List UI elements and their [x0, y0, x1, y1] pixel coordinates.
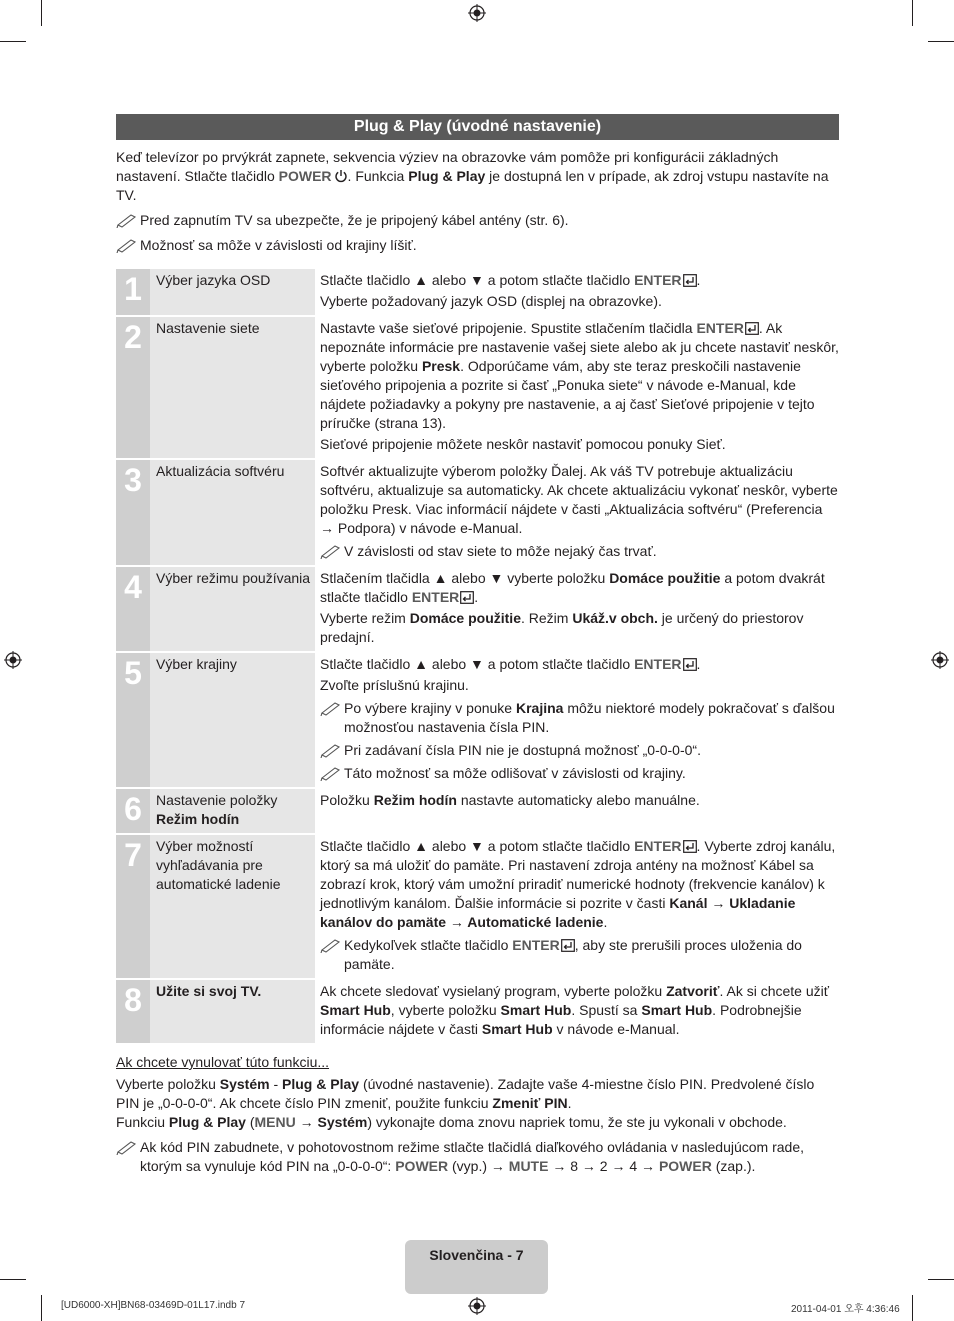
enter-icon: [561, 939, 575, 952]
step-number: 1: [116, 269, 150, 315]
note: [320, 741, 839, 760]
plug-and-play-term: Plug & Play: [408, 168, 486, 184]
step-number: 6: [116, 789, 150, 833]
step-text: a potom dvakrát stlačte tlačidlo: [320, 570, 825, 605]
step-text: Ak chcete sledovať vysielaný program, vyberte položku: [320, 983, 667, 999]
step-number: 2: [116, 317, 150, 458]
bold-term: Krajina: [515, 700, 564, 716]
enter-key: ENTER: [634, 838, 682, 854]
enter-icon: [683, 658, 697, 671]
reset-paragraph: [116, 1075, 839, 1113]
bold-term: Smart Hub: [320, 1002, 391, 1018]
note-text: (zap.).: [711, 1158, 756, 1174]
note: [116, 211, 839, 230]
step-text: .: [696, 272, 701, 288]
note-text: Pri zadávaní čísla PIN nie je dostupná možnosť „0-0-0-0“.: [344, 742, 701, 758]
table-row: [116, 317, 839, 458]
reset-text: (: [245, 1114, 255, 1130]
page-number-tab: Slovenčina - 7: [405, 1240, 548, 1294]
step-text: Stlačte tlačidlo ▲ alebo ▼ a potom stlačte tlačidlo: [320, 838, 635, 854]
bold-term: Režim hodín: [373, 792, 457, 808]
step-label: Nastavenie siete: [150, 317, 315, 458]
enter-icon: [745, 322, 759, 335]
step-text: , vyberte položku: [390, 1002, 501, 1018]
enter-icon: [683, 274, 697, 287]
step-text: . Režim: [520, 610, 573, 626]
bold-term: Domáce použitie: [409, 610, 521, 626]
reset-text: (úvodné nastavenie). Zadajte vaše 4-miestne číslo PIN. Predvolené číslo PIN je „0-0-0-0“. Ak chcete číslo PIN zmeniť, použite funkciu: [116, 1076, 815, 1111]
crop-mark: [41, 1295, 42, 1321]
power-icon: [334, 169, 348, 183]
bold-term: Systém: [317, 1114, 368, 1130]
step-label: Výber krajiny: [150, 653, 315, 787]
bold-term: Zatvoriť: [666, 983, 720, 999]
intro-text: je dostupná len v prípade, ak zdroj vstupu nastavíte na TV.: [116, 168, 829, 203]
step-text: nastavte automaticky alebo manuálne.: [456, 792, 700, 808]
step-description: [315, 653, 839, 787]
step-text: Stlačte tlačidlo ▲ alebo ▼ a potom stlačte tlačidlo: [320, 272, 635, 288]
step-text: . Spustí sa: [571, 1002, 642, 1018]
bold-term: Domáce použitie: [609, 570, 721, 586]
power-key: POWER: [658, 1158, 712, 1174]
note-text: môžu niektoré modely pokračovať s ďalšou možnosťou nastavenia čísla PIN.: [344, 700, 835, 735]
intro-paragraph: [116, 148, 839, 205]
step-text: .: [603, 914, 608, 930]
crop-mark: [912, 0, 913, 26]
registration-mark-icon: [4, 651, 22, 669]
crop-mark: [912, 1295, 913, 1321]
reset-text: Funkciu: [116, 1114, 169, 1130]
crop-mark: [41, 0, 42, 26]
setup-steps-table: [116, 267, 839, 1045]
bold-term: Kanál → Ukladanie kanálov do pamäte → Automatické ladenie: [320, 895, 796, 930]
step-text: Stlačením tlačidla ▲ alebo ▼ vyberte položku: [320, 570, 610, 586]
pencil-note-icon: [116, 237, 138, 253]
reset-text: -: [269, 1076, 283, 1092]
pencil-note-icon: [320, 742, 342, 758]
note: [320, 542, 839, 561]
table-row: [116, 980, 839, 1043]
note-text: V závislosti od stav siete to môže nejaký čas trvať.: [344, 543, 657, 559]
step-text: Softvér aktualizujte výberom položky Ďalej. Ak váš TV potrebuje aktualizáciu softvéru, aktualizuje sa automaticky. Ak chcete aktualizáciu vykonať neskôr, vyberte položku Presk. Viac informácií nájdete v časti „Aktualizácia softvéru“ (Preferencia → Podpora) v návode e-Manual.: [320, 463, 838, 536]
pencil-note-icon: [320, 937, 342, 953]
reset-text: Vyberte položku: [116, 1076, 220, 1092]
step-text: .: [474, 589, 479, 605]
step-number: 7: [116, 835, 150, 978]
bold-term: Smart Hub: [641, 1002, 713, 1018]
step-number: 8: [116, 980, 150, 1043]
step-text: Položku: [320, 792, 374, 808]
note-text: Kedykoľvek stlačte tlačidlo: [344, 937, 513, 953]
bold-term: Plug & Play: [282, 1076, 360, 1092]
reset-paragraph: [116, 1113, 839, 1132]
power-key: POWER: [278, 168, 332, 184]
step-description: [315, 317, 839, 458]
crop-mark: [928, 41, 954, 42]
table-row: [116, 789, 839, 833]
step-label: Aktualizácia softvéru: [150, 460, 315, 565]
step-label: [150, 980, 315, 1043]
step-description: [315, 567, 839, 651]
note-text: Ak kód PIN zabudnete, v pohotovostnom režime stlačte tlačidlá diaľkového ovládania v nasledujúcom rade, ktorým sa vynuluje kód PIN na „0-0-0-0“:: [140, 1139, 805, 1174]
step-text: Stlačte tlačidlo ▲ alebo ▼ a potom stlačte tlačidlo: [320, 656, 635, 672]
note: [320, 699, 839, 737]
note-text: (vyp.) →: [448, 1158, 509, 1174]
step-label-bold: Užite si svoj TV.: [156, 983, 262, 999]
step-text: Sieťové pripojenie môžete neskôr nastaviť pomocou ponuky Sieť.: [320, 436, 726, 452]
table-row: [116, 653, 839, 787]
enter-key: ENTER: [411, 589, 460, 605]
reset-text: ) vykonajte doma znovu napriek tomu, že ste ju vykonali v obchode.: [367, 1114, 787, 1130]
section-title: Plug & Play (úvodné nastavenie): [116, 114, 839, 140]
note: [320, 764, 839, 783]
registration-mark-icon: [931, 651, 949, 669]
presk-term: Presk: [421, 358, 461, 374]
note: [320, 936, 839, 974]
step-description: [315, 789, 839, 833]
table-row: [116, 567, 839, 651]
table-row: [116, 460, 839, 565]
step-description: [315, 269, 839, 315]
step-text: . Podrobnejšie informácie nájdete v časti: [320, 1002, 802, 1037]
step-description: [315, 835, 839, 978]
step-text: Vyberte požadovaný jazyk OSD (displej na obrazovke).: [320, 293, 662, 309]
step-number: 4: [116, 567, 150, 651]
enter-icon: [683, 840, 697, 853]
crop-mark: [0, 41, 26, 42]
table-row: [116, 269, 839, 315]
enter-icon: [460, 591, 474, 604]
pencil-note-icon: [116, 1139, 138, 1155]
note: [116, 1138, 839, 1176]
step-text: Nastavte vaše sieťové pripojenie. Spustite stlačením tlačidla: [320, 320, 697, 336]
mute-key: MUTE: [508, 1158, 549, 1174]
registration-mark-icon: [468, 4, 486, 22]
step-text: Zvoľte príslušnú krajinu.: [320, 677, 469, 693]
crop-mark: [928, 1279, 954, 1280]
pencil-note-icon: [320, 700, 342, 716]
bold-term: Systém: [219, 1076, 270, 1092]
step-text: v návode e-Manual.: [552, 1021, 680, 1037]
table-row: [116, 835, 839, 978]
step-text: . Vyberte zdroj kanálu, ktorý sa má uložiť do pamäte. Pri nastavení zdroja antény na možnosť Kábel sa zobrazí krok, ktorý vám umožní priradiť numerické hodnoty (frekvencie kanálov) k jednotlivým kanálom. Ďalšie informácie si pozrite v časti: [320, 838, 836, 911]
step-text: je určený do priestorov predajní.: [320, 610, 804, 645]
step-text: .: [696, 656, 701, 672]
crop-mark: [0, 1279, 26, 1280]
intro-text: Keď televízor po prvýkrát zapnete, sekvencia výziev na obrazovke vám pomôže pri konfigurácii základných nastavení. Stlačte tlačidlo: [116, 149, 779, 184]
bold-term: Ukáž.v obch.: [572, 610, 658, 626]
bold-term: Plug & Play: [168, 1114, 246, 1130]
enter-key: ENTER: [696, 320, 744, 336]
step-label-bold: Režim hodín: [156, 811, 240, 827]
enter-key: ENTER: [634, 656, 682, 672]
menu-key: MENU: [254, 1114, 296, 1130]
print-date-info: 2011-04-01 오후 4:36:46: [791, 1304, 900, 1315]
step-label: Výber jazyka OSD: [150, 269, 315, 315]
reset-heading: Ak chcete vynulovať túto funkciu...: [116, 1054, 330, 1070]
pencil-note-icon: [320, 765, 342, 781]
bold-term: Zmeniť PIN: [492, 1095, 568, 1111]
note-text: Možnosť sa môže v závislosti od krajiny líšiť.: [140, 237, 417, 253]
note-text: Pred zapnutím TV sa ubezpečte, že je pripojený kábel antény (str. 6).: [140, 212, 569, 228]
reset-text: →: [295, 1114, 318, 1130]
print-file-info: [UD6000-XH]BN68-03469D-01L17.indb 7: [61, 1300, 246, 1311]
pencil-note-icon: [320, 543, 342, 559]
intro-text: . Funkcia: [347, 168, 409, 184]
reset-text: .: [567, 1095, 572, 1111]
power-key: POWER: [395, 1158, 449, 1174]
step-description: [315, 980, 839, 1043]
enter-key: ENTER: [634, 272, 682, 288]
step-text: . Ak si chcete užiť: [719, 983, 830, 999]
bold-term: Smart Hub: [500, 1002, 572, 1018]
pencil-note-icon: [116, 212, 138, 228]
step-label-text: Nastavenie položky: [156, 792, 278, 808]
step-number: 3: [116, 460, 150, 565]
step-number: 5: [116, 653, 150, 787]
page-content: [116, 114, 839, 1182]
step-text: Vyberte režim: [320, 610, 410, 626]
step-text: . Odporúčame vám, aby ste teraz preskočili nastavenie sieťového pripojenia a pozrite si časť „Ponuka siete“ v návode e-Manual, kde nájdete požiadavky a pokyny pre nastavenie, a aj časť Sieťové pripojenie v tejto príručke (strana 13).: [320, 358, 815, 431]
note-text: , aby ste prerušili proces uloženia do pamäte.: [344, 937, 802, 972]
note-text: Táto možnosť sa môže odlišovať v závislosti od krajiny.: [344, 765, 686, 781]
bold-term: Smart Hub: [481, 1021, 553, 1037]
step-label: Výber režimu používania: [150, 567, 315, 651]
note-text: → 8 → 2 → 4 →: [548, 1158, 659, 1174]
note: [116, 236, 839, 255]
note-text: Po výbere krajiny v ponuke: [344, 700, 516, 716]
step-label: [150, 789, 315, 833]
step-description: [315, 460, 839, 565]
enter-key: ENTER: [512, 937, 560, 953]
step-text: . Ak nepoznáte informácie pre nastavenie vašej siete alebo ak ju chcete nastaviť neskôr, vyberte položku: [320, 320, 839, 374]
registration-mark-icon: [468, 1297, 486, 1315]
step-label: Výber možností vyhľadávania pre automatické ladenie: [150, 835, 315, 978]
